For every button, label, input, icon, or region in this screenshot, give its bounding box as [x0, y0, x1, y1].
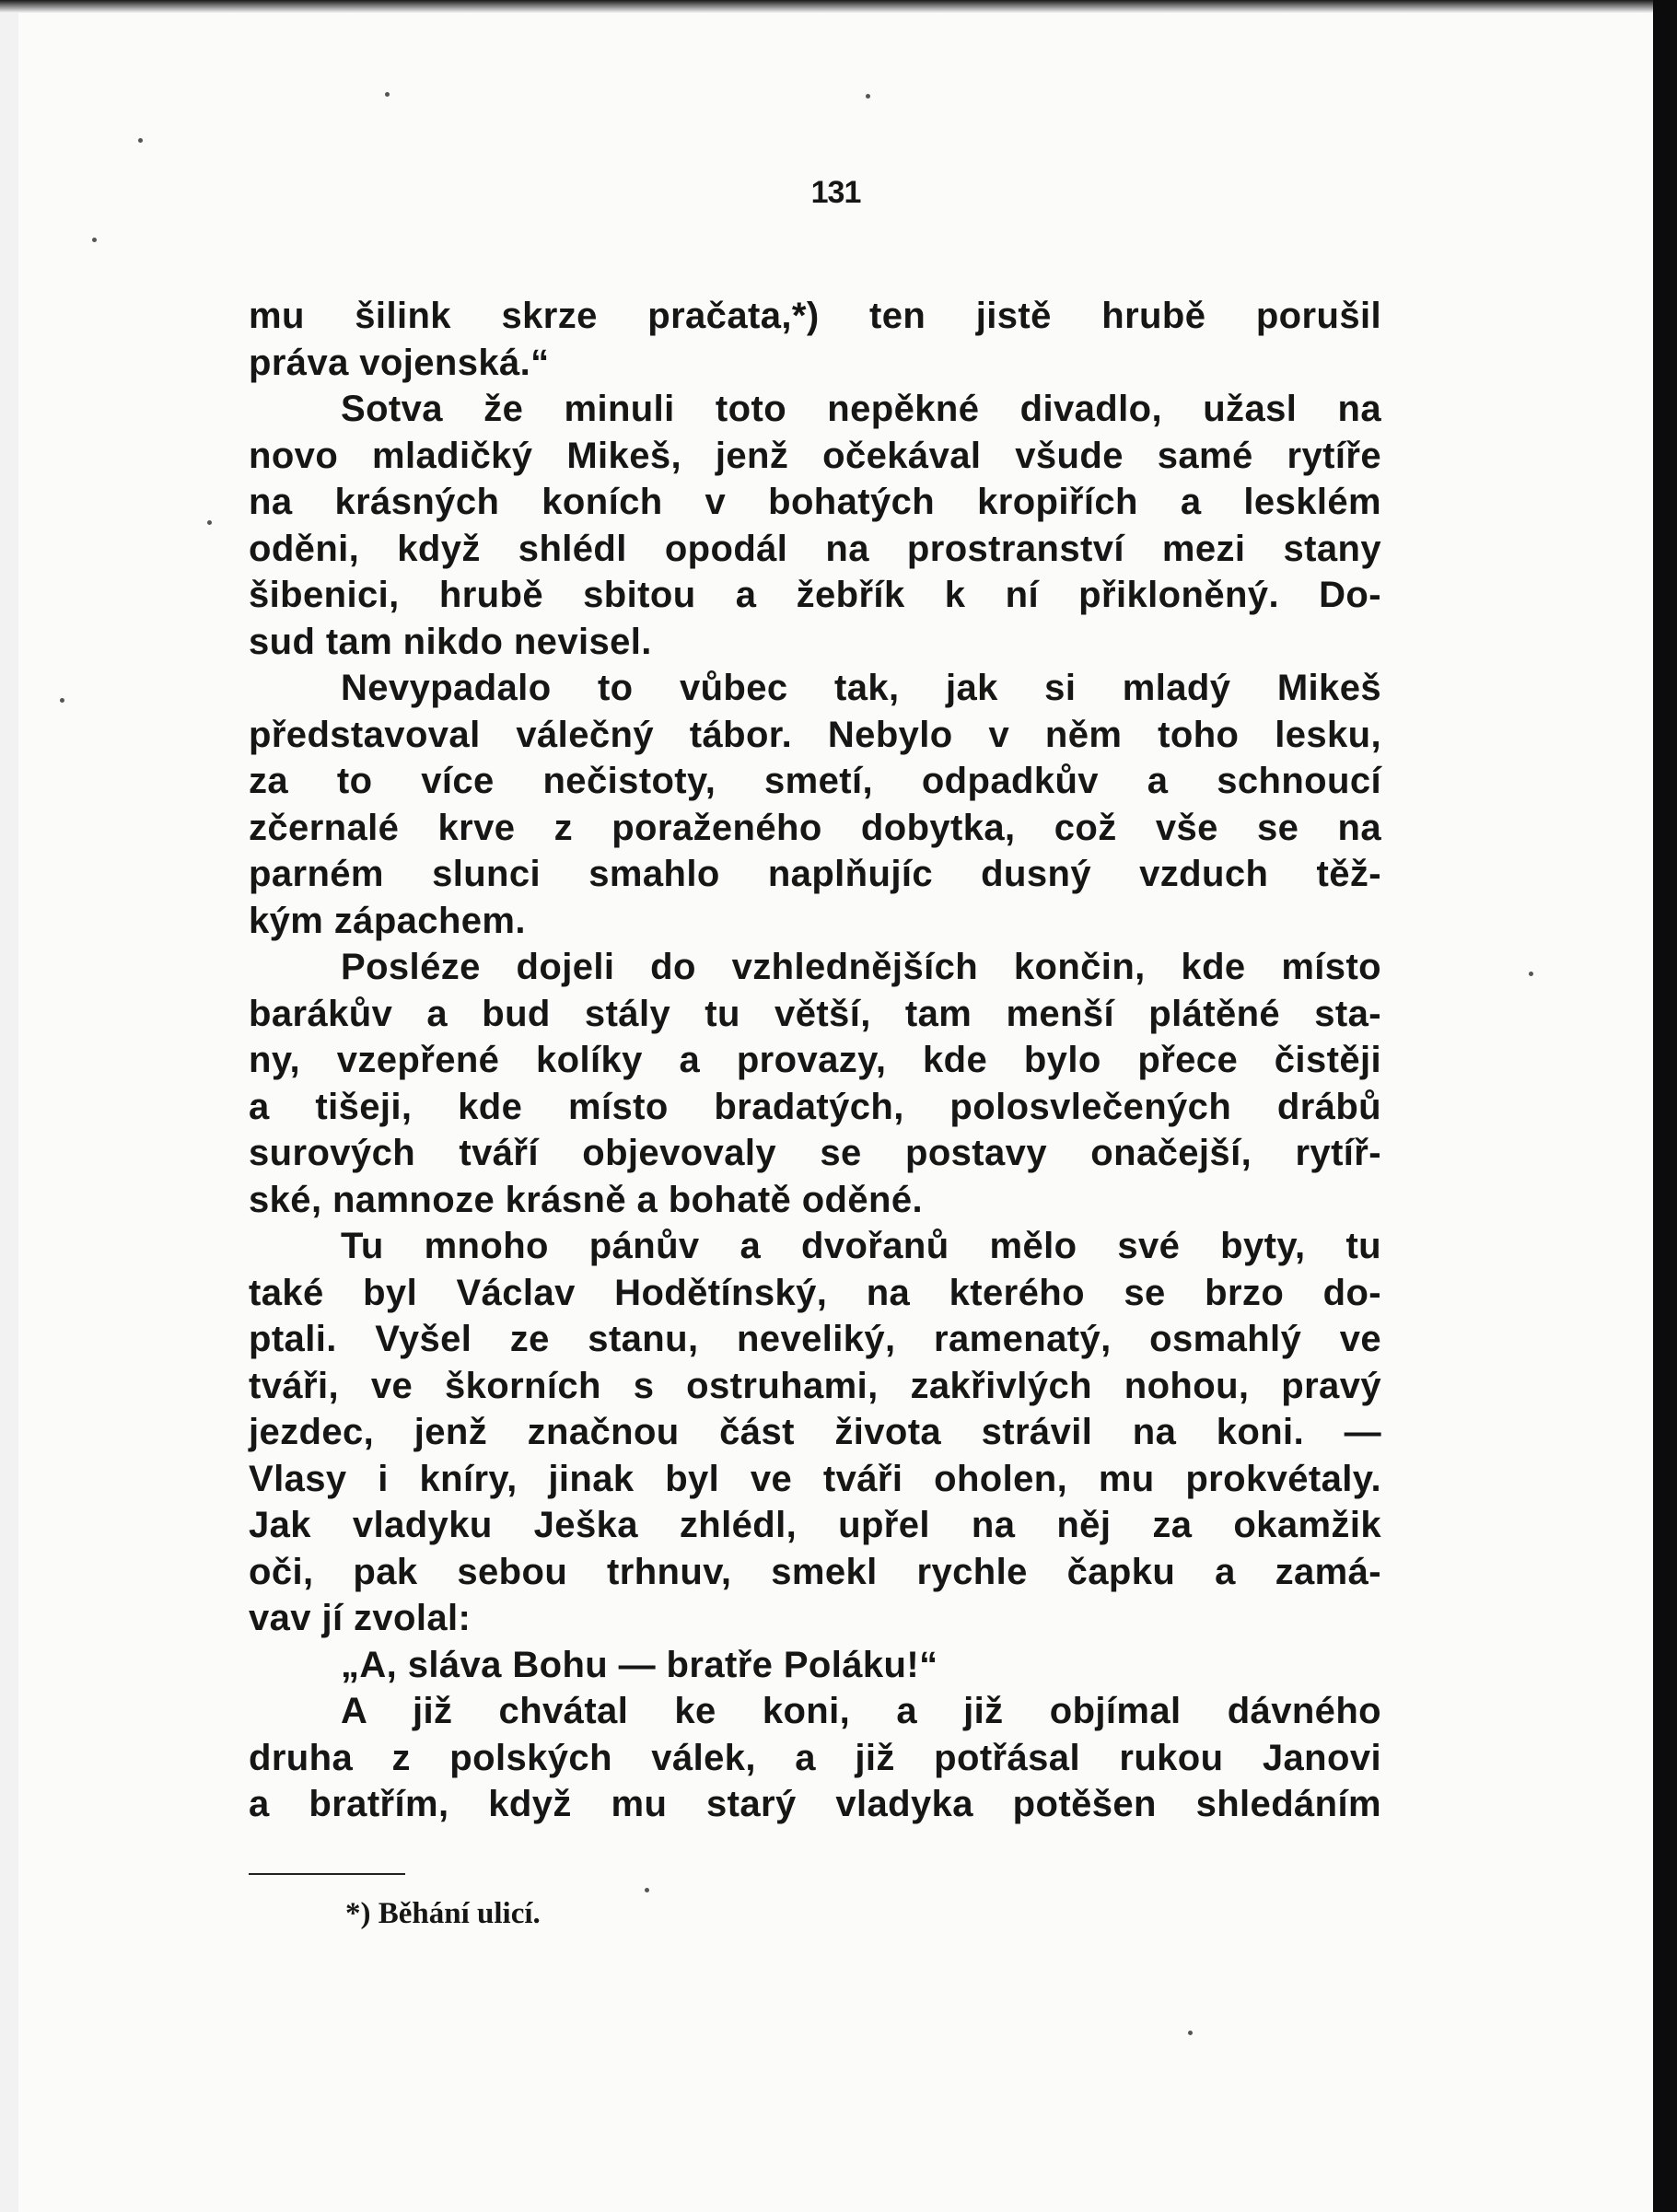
- text-line: surových tváří objevovaly se postavy onačejší, rytíř-: [249, 1133, 1381, 1173]
- text-line: práva vojenská.“: [249, 342, 550, 383]
- text-line: ské, namnoze krásně a bohatě oděné.: [249, 1179, 924, 1220]
- text-line: sud tam nikdo nevisel.: [249, 621, 652, 662]
- footnote: *) Běhání ulicí.: [345, 1897, 541, 1930]
- print-speck: [645, 1888, 649, 1892]
- page-left-margin: [0, 0, 18, 2212]
- text-line: za to více nečistoty, smetí, odpadkův a schnoucí: [249, 761, 1381, 801]
- text-line: A již chvátal ke koni, a již objímal dávného: [341, 1691, 1381, 1731]
- text-line: Sotva že minuli toto nepěkné divadlo, užasl na: [341, 389, 1381, 429]
- text-line: šibenici, hrubě sbitou a žebřík k ní přikloněný. Do-: [249, 575, 1381, 615]
- body-text: [249, 293, 1381, 1828]
- text-line: také byl Václav Hodětínský, na kterého se brzo do-: [249, 1272, 1381, 1313]
- print-speck: [138, 138, 143, 143]
- print-speck: [1188, 2031, 1193, 2035]
- text-line: ny, vzepřené kolíky a provazy, kde bylo přece čistěji: [249, 1040, 1381, 1080]
- text-line: barákův a bud stály tu větší, tam menší plátěné sta-: [249, 993, 1381, 1034]
- page-right-edge: [1653, 0, 1677, 2212]
- print-speck: [92, 238, 97, 242]
- footnote-rule: [249, 1873, 405, 1875]
- text-line: kým zápachem.: [249, 900, 526, 941]
- text-line: Nevypadalo to vůbec tak, jak si mladý Mikeš: [341, 668, 1381, 708]
- print-speck: [207, 520, 212, 525]
- print-speck: [866, 94, 870, 99]
- text-line: oděni, když shlédl opodál na prostranství mezi stany: [249, 528, 1381, 569]
- text-line: představoval válečný tábor. Nebylo v něm toho lesku,: [249, 714, 1381, 755]
- text-line: a bratřím, když mu starý vladyka potěšen shledáním: [249, 1784, 1381, 1824]
- text-line: Jak vladyku Ješka zhlédl, upřel na něj za okamžik: [249, 1505, 1381, 1545]
- print-speck: [60, 698, 64, 703]
- text-line: na krásných koních v bohatých kropiřích a lesklém: [249, 482, 1381, 522]
- text-line: mu šilink skrze pračata,*) ten jistě hrubě porušil: [249, 296, 1381, 336]
- text-line: novo mladičký Mikeš, jenž očekával všude samé rytíře: [249, 435, 1381, 476]
- text-line: „A, sláva Bohu — bratře Poláku!“: [341, 1644, 938, 1685]
- print-speck: [385, 92, 390, 97]
- text-line: tváři, ve škorních s ostruhami, zakřivlých nohou, pravý: [249, 1365, 1381, 1406]
- text-line: vav jí zvolal:: [249, 1598, 472, 1638]
- text-line: jezdec, jenž značnou část života strávil na koni. —: [249, 1412, 1381, 1452]
- text-line: druha z polských válek, a již potřásal rukou Janovi: [249, 1737, 1381, 1778]
- text-line: ptali. Vyšel ze stanu, neveliký, ramenatý, osmahlý ve: [249, 1319, 1381, 1359]
- text-line: Vlasy i kníry, jinak byl ve tváři oholen, mu prokvétaly.: [249, 1458, 1381, 1499]
- text-line: Posléze dojeli do vzhlednějších končin, kde místo: [341, 947, 1381, 987]
- text-line: a tišeji, kde místo bradatých, polosvlečených drábů: [249, 1086, 1381, 1127]
- text-line: parném slunci smahlo naplňujíc dusný vzduch těž-: [249, 854, 1381, 894]
- text-line: oči, pak sebou trhnuv, smekl rychle čapku a zamá-: [249, 1551, 1381, 1592]
- text-line: Tu mnoho pánův a dvořanů mělo své byty, tu: [341, 1226, 1381, 1266]
- text-line: zčernalé krve z poraženého dobytka, což vše se na: [249, 807, 1381, 848]
- page-top-edge: [0, 0, 1677, 13]
- print-speck: [1529, 972, 1533, 976]
- page-number: 131: [810, 175, 861, 210]
